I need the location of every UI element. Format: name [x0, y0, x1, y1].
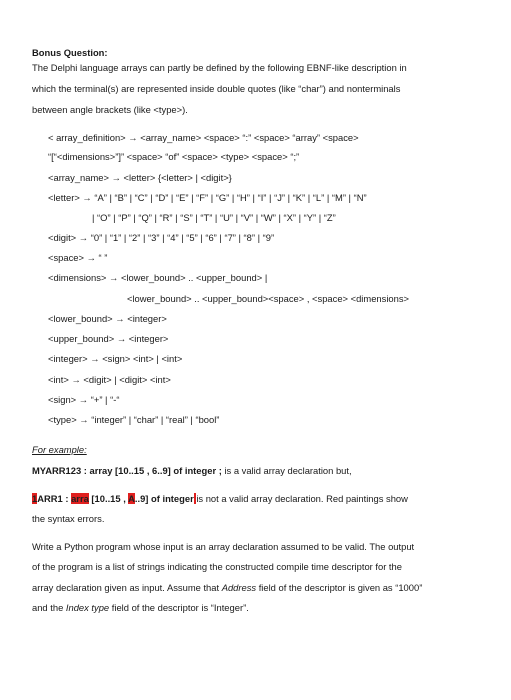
grammar-rule: | “O” | “P” | “Q” | “R” | “S” | “T” | “U” | “V” | “W” | “X” | “Y” | “Z”	[92, 212, 336, 223]
grammar-rule: <dimensions> → <lower_bound> .. <upper_bound> |	[48, 272, 268, 283]
grammar-rule: <int> → <digit> | <digit> <int>	[48, 374, 171, 385]
invalid-note: is not a valid array declaration. Red paintings show	[196, 493, 408, 504]
task-text: and the	[32, 602, 66, 613]
example-valid	[32, 465, 352, 477]
intro-line-1: The Delphi language arrays can partly be defined by the following EBNF-like description in	[32, 62, 407, 73]
task-text: field of the descriptor is “Integer”.	[109, 602, 249, 613]
intro-line-2: which the terminal(s) are represented inside double quotes (like “char”) and nonterminals	[32, 83, 401, 94]
invalid-declaration-part: ..9] of integer	[134, 493, 194, 504]
error-highlight: arra	[71, 493, 89, 504]
example-invalid	[32, 493, 408, 505]
index-type-term: Index type	[65, 602, 110, 613]
grammar-rule: < array_definition> → <array_name> <space> “:” <space> “array” <space>	[48, 132, 359, 143]
grammar-rule: <space> → “ ”	[48, 252, 108, 263]
grammar-rule: <letter> → “A” | “B” | “C” | “D” | “E” | “F” | “G” | “H” | “I” | “J” | “K” | “L” | “M” | “N”	[48, 192, 367, 203]
task-line-2: of the program is a list of strings indicating the constructed compile time descriptor for the	[32, 561, 402, 572]
grammar-rule: “[“<dimensions>”]” <space> “of” <space> <type> <space> “;”	[48, 151, 300, 162]
task-line-1: Write a Python program whose input is an array declaration assumed to be valid. The output	[32, 541, 415, 552]
task-text: array declaration given as input. Assume that	[32, 582, 222, 593]
valid-declaration: MYARR123 : array [10..15 , 6..9] of integer ;	[32, 465, 222, 476]
error-highlight: 1	[32, 493, 38, 504]
address-term: Address	[221, 582, 257, 593]
example-heading: For example:	[32, 444, 87, 455]
task-line-4	[32, 602, 249, 614]
grammar-rule: <array_name> → <letter> {<letter> | <digit>}	[48, 172, 232, 183]
grammar-rule: <type> → “integer” | “char” | “real” | “bool”	[48, 414, 220, 425]
grammar-rule: <digit> → “0” | “1” | “2” | “3” | “4” | “5” | “6” | “7” | “8” | “9”	[48, 232, 275, 243]
invalid-note-line-2: the syntax errors.	[32, 513, 105, 524]
grammar-rule: <lower_bound> → <integer>	[48, 313, 167, 324]
grammar-rule: <integer> → <sign> <int> | <int>	[48, 353, 183, 364]
valid-note: is a valid array declaration but,	[221, 465, 352, 476]
invalid-declaration-part: ARR1 :	[37, 493, 72, 504]
task-text: field of the descriptor is given as “1000”	[256, 582, 423, 593]
invalid-declaration-part: [10..15 ,	[88, 493, 129, 504]
grammar-rule: <lower_bound> .. <upper_bound><space> , <space> <dimensions>	[127, 293, 409, 304]
grammar-rule: <sign> → “+” | “-“	[48, 394, 120, 405]
intro-line-3: between angle brackets (like <type>).	[32, 104, 188, 115]
bonus-heading: Bonus Question:	[32, 47, 108, 58]
error-highlight: A	[128, 493, 135, 504]
task-line-3	[32, 582, 422, 594]
grammar-rule: <upper_bound> → <integer>	[48, 333, 169, 344]
